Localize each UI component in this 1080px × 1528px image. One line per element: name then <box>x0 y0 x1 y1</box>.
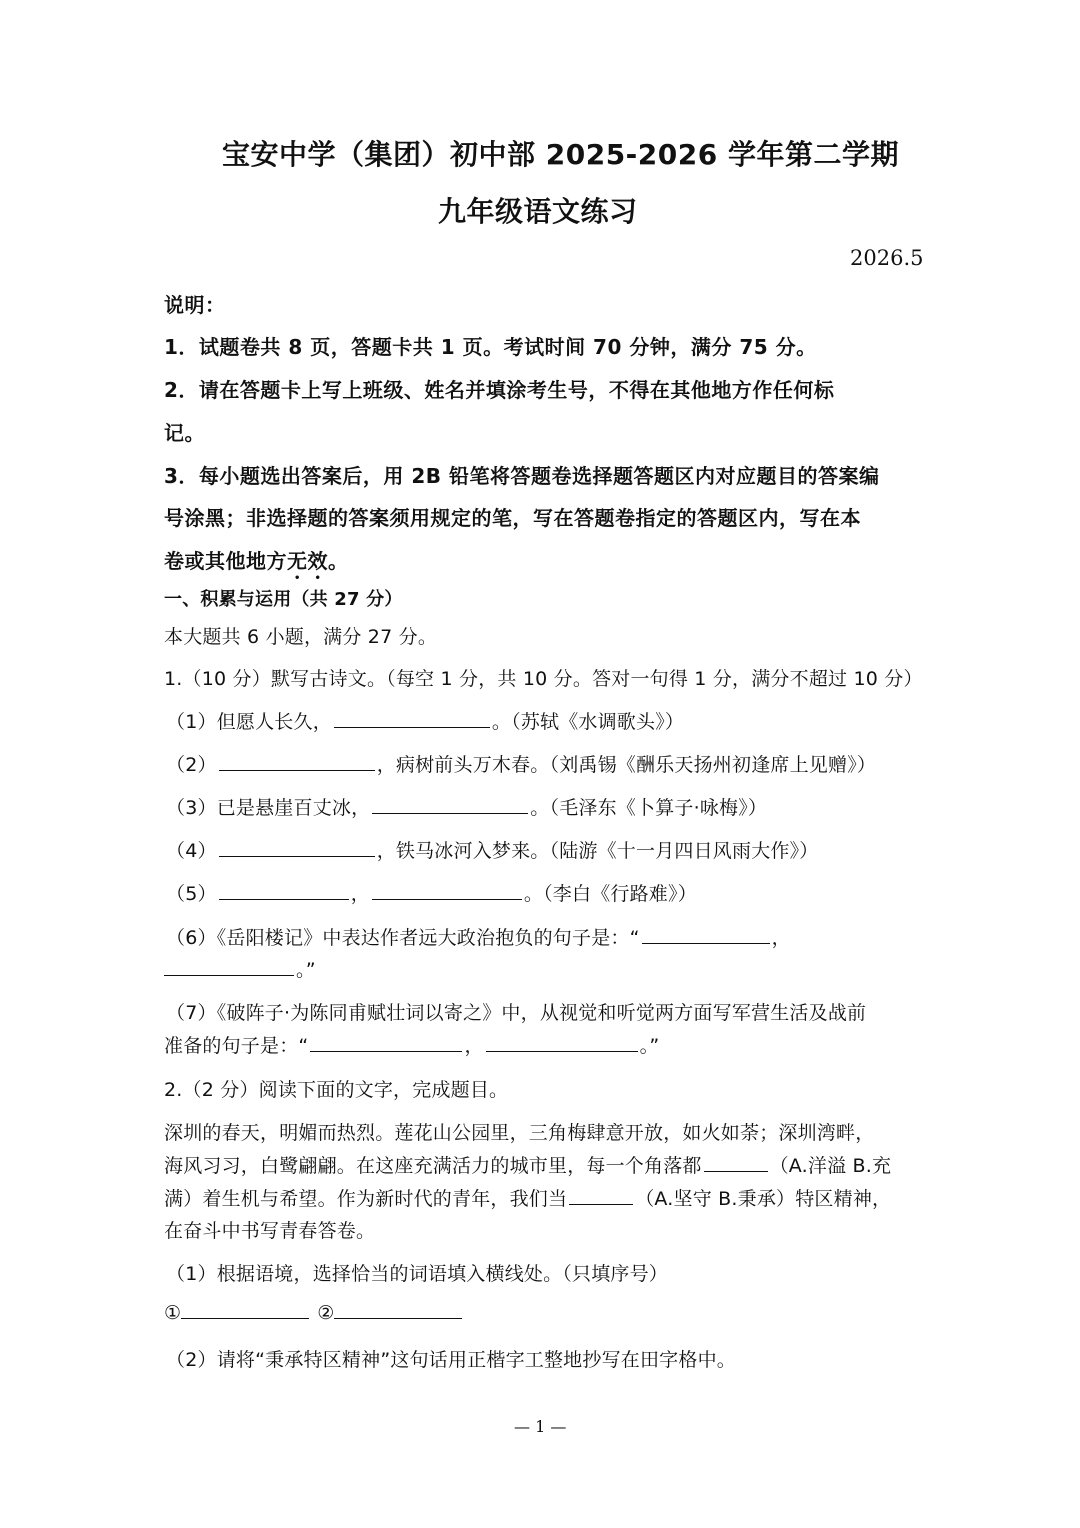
item-text: ，铁马冰河入梦来。（陆游《十一月四日风雨大作》） <box>376 840 819 862</box>
item-text: 准备的句子是：“ <box>164 1035 309 1057</box>
question-1-item-5 <box>166 879 697 906</box>
answer-blank[interactable] <box>334 1302 462 1319</box>
item-text: ， <box>350 883 370 905</box>
item-text: 。（苏轼《水调歌头》） <box>491 711 685 733</box>
instruction-item-3-line2: 号涂黑；非选择题的答案须用规定的笔，写在答题卷指定的答题区内，写在本 <box>164 506 861 530</box>
item-text: （1）但愿人长久， <box>166 711 332 733</box>
passage-line-4: 在奋斗中书写青春答卷。 <box>164 1220 376 1242</box>
passage-line-1: 深圳的春天，明媚而热烈。莲花山公园里，三角梅肆意开放，如火如荼；深圳湾畔， <box>164 1122 875 1144</box>
item-text: ，病树前头万木春。（刘禹锡《酬乐天扬州初逢席上见赠》） <box>376 754 877 776</box>
question-2-sub-2: （2）请将“秉承特区精神”这句话用正楷字工整地抄写在田字格中。 <box>166 1349 736 1371</box>
question-2-stem: 2.（2 分）阅读下面的文字，完成题目。 <box>164 1079 509 1101</box>
answer-blank[interactable] <box>181 1302 309 1319</box>
passage-text: （A.坚守 B.秉承）特区精神， <box>635 1188 892 1210</box>
item-text: （4） <box>166 840 217 862</box>
question-2-sub-1: （1）根据语境，选择恰当的词语填入横线处。（只填序号） <box>166 1263 668 1285</box>
question-1-item-6-line1 <box>166 923 791 950</box>
exam-title-line1: 宝安中学（集团）初中部 2025-2026 学年第二学期 <box>222 138 899 171</box>
instruction-item-3-line3 <box>164 545 349 584</box>
item-text: （6）《岳阳楼记》中表达作者远大政治抱负的句子是：“ <box>166 927 640 949</box>
answer-blank[interactable] <box>372 797 528 814</box>
question-1-item-7-line1: （7）《破阵子·为陈同甫赋壮词以寄之》中，从视觉和听觉两方面写军营生活及战前 <box>166 1002 867 1024</box>
exam-title-line2: 九年级语文练习 <box>438 195 638 228</box>
item-text: （2） <box>166 754 217 776</box>
passage-text: 海风习习，白鹭翩翩。在这座充满活力的城市里，每一个角落都 <box>164 1155 702 1177</box>
passage-line-3 <box>164 1184 891 1211</box>
item-text: ， <box>464 1035 484 1057</box>
item-text: 。” <box>639 1035 660 1057</box>
answer-label: ② <box>317 1302 335 1324</box>
item-text: 。” <box>296 959 316 981</box>
passage-text: 满）着生机与希望。作为新时代的青年，我们当 <box>164 1188 568 1210</box>
section-intro: 本大题共 6 小题，满分 27 分。 <box>164 626 438 648</box>
item-text: ， <box>771 927 791 949</box>
question-1-item-1 <box>166 707 684 734</box>
exam-date: 2026.5 <box>850 246 924 270</box>
emphasized-text: 无效 <box>287 549 328 573</box>
question-1-item-3 <box>166 793 767 820</box>
question-1-item-2 <box>166 750 876 777</box>
answer-blank[interactable] <box>164 959 294 976</box>
answer-blank[interactable] <box>372 883 522 900</box>
answer-blank[interactable] <box>704 1155 768 1172</box>
item-text: （3）已是悬崖百丈冰， <box>166 797 371 819</box>
answer-blank[interactable] <box>486 1035 638 1052</box>
instruction-item-1: 1．试题卷共 8 页，答题卡共 1 页。考试时间 70 分钟，满分 75 分。 <box>164 335 817 359</box>
instruction-text: 卷或其他地方 <box>164 549 287 573</box>
section-heading: 一、积累与运用（共 27 分） <box>164 589 403 610</box>
question-1-item-6-line2 <box>164 955 316 982</box>
page-number: — 1 — <box>514 1417 567 1436</box>
instruction-item-3-line1: 3．每小题选出答案后，用 2B 铅笔将答题卷选择题答题区内对应题目的答案编 <box>164 464 880 488</box>
instructions-heading: 说明： <box>164 293 226 317</box>
answer-blank[interactable] <box>219 883 349 900</box>
answer-blank[interactable] <box>569 1188 633 1205</box>
question-1-stem: 1.（10 分）默写古诗文。（每空 1 分，共 10 分。答对一句得 1 分，满分不超过 10 分） <box>164 668 923 690</box>
answer-label: ① <box>164 1302 182 1324</box>
passage-line-2 <box>164 1151 891 1178</box>
question-2-answer-line <box>164 1302 464 1324</box>
instruction-item-2-line2: 记。 <box>164 421 205 445</box>
answer-blank[interactable] <box>642 927 770 944</box>
passage-text: （A.洋溢 B.充 <box>769 1155 892 1177</box>
question-1-item-4 <box>166 836 819 863</box>
answer-blank[interactable] <box>219 754 375 771</box>
item-text: （5） <box>166 883 217 905</box>
instruction-text: 。 <box>328 549 349 573</box>
answer-blank[interactable] <box>310 1035 462 1052</box>
item-text: 。（李白《行路难》） <box>523 883 697 905</box>
instruction-item-2-line1: 2．请在答题卡上写上班级、姓名并填涂考生号，不得在其他地方作任何标 <box>164 378 835 402</box>
answer-blank[interactable] <box>219 840 375 857</box>
question-1-item-7-line2 <box>164 1031 659 1058</box>
answer-blank[interactable] <box>334 711 490 728</box>
item-text: 。（毛泽东《卜算子·咏梅》） <box>530 797 768 819</box>
